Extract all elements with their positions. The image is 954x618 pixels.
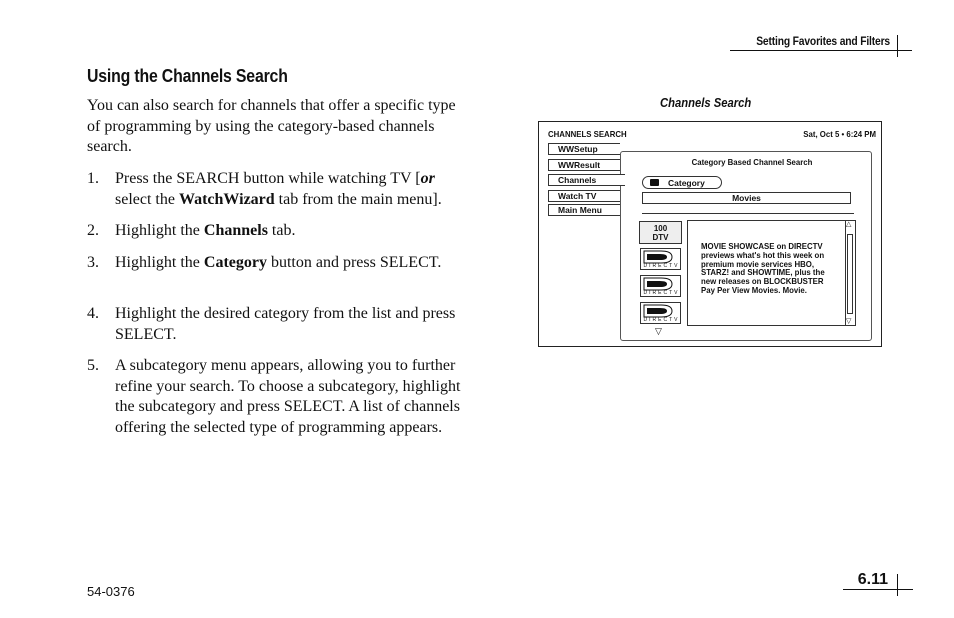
channel-number-box[interactable] [639,221,682,244]
step-number: 1. [87,170,99,187]
logo-text: DIRECTV [643,317,680,323]
tab-watch-tv[interactable]: Watch TV [548,190,620,202]
panel-divider [642,213,854,214]
logo-text: DIRECTV [643,290,680,296]
program-description: MOVIE SHOWCASE on DIRECTV previews what's hot this week on premium movie services HBO, STARZ! and SHOWTIME, plus the new releases on BLOCKBUSTER Pay Per View Movies. Movie. [701,241,825,295]
category-button[interactable]: Category [642,176,722,189]
step-number: 4. [87,305,99,322]
screen-datetime: Sat, Oct 5 • 6:24 PM [803,129,876,139]
step-5 [87,356,467,438]
section-heading: Using the Channels Search [87,66,288,86]
category-icon [650,179,659,186]
intro-paragraph: You can also search for channels that offer a specific type of programming by using the category-based channels search. [87,97,456,155]
screen-title: CHANNELS SEARCH [548,129,627,139]
step-number: 5. [87,357,99,374]
directv-logo[interactable] [640,302,681,324]
logo-text: DIRECTV [643,263,680,269]
channel-label: DTV [652,233,669,242]
step-4 [87,304,467,345]
tab-wwsetup[interactable]: WWSetup [548,143,620,155]
step-text: Press the SEARCH button while watching TV [or select the WatchWizard tab from the main menu]. [115,170,442,208]
directv-logo[interactable] [640,275,681,297]
step-2 [87,221,467,242]
tab-wwresult[interactable]: WWResult [548,159,620,171]
directv-logo[interactable] [640,248,681,270]
header-rule [730,50,912,51]
panel-title: Category Based Channel Search [691,157,813,167]
running-header: Setting Favorites and Filters [756,34,890,48]
channel-number: 100 [653,224,668,233]
step-1 [87,169,467,210]
scroll-up-icon[interactable]: △ [846,220,852,228]
footer-rule [843,589,913,590]
step-3 [87,253,467,274]
step-text: Highlight the Channels tab. [115,222,296,239]
document-code: 54-0376 [87,584,135,599]
step-number: 3. [87,254,99,271]
tab-channels[interactable]: Channels [548,174,625,186]
figure-caption: Channels Search [660,96,752,110]
scrollbar-thumb[interactable] [847,234,853,314]
chevron-down-icon[interactable]: ▽ [655,326,662,336]
subcategory-field[interactable]: Movies [642,192,851,204]
step-number: 2. [87,222,99,239]
step-text: Highlight the Category button and press SELECT. [115,254,442,271]
page-number: 6.11 [857,571,888,588]
step-text: A subcategory menu appears, allowing you to further refine your search. To choose a subcategory, highlight the subcategory and press SELECT. A list of channels offering the selected type of programming appears. [115,357,461,436]
header-tick [897,35,898,57]
step-text: Highlight the desired category from the list and press SELECT. [115,305,456,343]
tab-main-menu[interactable]: Main Menu [548,204,620,216]
footer-tick [897,574,898,596]
scroll-down-icon[interactable]: ▽ [846,317,852,325]
